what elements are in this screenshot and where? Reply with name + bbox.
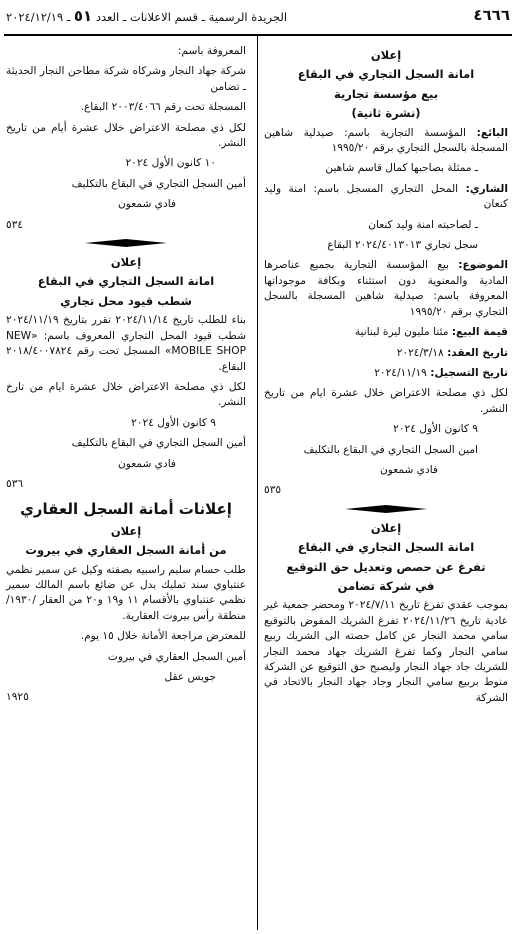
gazette-title: الجريدة الرسمية ـ قسم الاعلانات ـ العدد <box>95 10 288 24</box>
company-name: شركة جهاد النجار وشركاه شركة مطاحن النجار الحديثة ـ تضامن <box>6 65 246 93</box>
notice-number: ٥٣٦ <box>6 477 24 490</box>
notice-body: بموجب عقدي تفرغ تاريخ ٢٠٢٤/٧/١١ ومحضر جمعية غير عادية تاريخ ٢٠٢٤/١١/٢٦ تفرغ الشريك المفوض بالتوقيع سامي محمد النجار عن كامل حصته الى الشريك ربيع سامي النجار وكما تفرغ الشريك جهاد محمد النجار للشريك جاد جهاد النجار وليصبح حق التوقيع عن الشركة منوط بربيع سامي النجار وجاد جهاد النجار بالاتحاد في الشركة <box>264 599 508 704</box>
notice-date: ٩ كانون الأول ٢٠٢٤ <box>131 416 216 429</box>
subject-paragraph <box>264 258 508 320</box>
contract-text: ٢٠٢٤/٣/١٨ <box>396 346 444 359</box>
notice-body: بناء للطلب تاريخ ٢٠٢٤/١١/١٤ تقرر بتاريخ ٢٠٢٤/١١/١٩ شطب قيود المحل التجاري المعروف باسم: «NEW MOBILE SHOP» المسجل تحت رقم ٢٠١٨/٤٠٠٧٨٢٤ البقاع. <box>6 314 246 373</box>
separator-ornament <box>85 239 167 247</box>
objection-text: لكل ذي مصلحة الاعتراض خلال عشرة ايام من تاريخ النشر. <box>264 387 508 415</box>
buyer-label: الشاري: <box>465 182 508 195</box>
objection-text: لكل ذي مصلحة الاعتراض خلال عشرة أيام من تاريخ النشر. <box>6 121 246 150</box>
notice-company-type: في شركة تضامن <box>337 578 435 593</box>
buyer-rep: ـ لصاحبته امنة وليد كنعان <box>368 218 478 231</box>
notice-label: إعلان <box>110 255 142 270</box>
registration-label: تاريخ التسجيل: <box>430 366 508 379</box>
registration-text: ٢٠٢٤/١١/١٩ <box>374 366 427 379</box>
notice-label: إعلان <box>370 48 402 62</box>
notice-date: ٩ كانون الأول ٢٠٢٤ <box>393 423 478 436</box>
gazette-meta <box>6 7 287 25</box>
price-line <box>264 325 508 340</box>
notice-authority: امانة السجل التجاري في البقاع <box>297 67 475 82</box>
header-divider <box>4 34 512 36</box>
seller-rep: ـ ممثلة بصاحبها كمال قاسم شاهين <box>325 162 478 175</box>
notice-number: ٥٣٥ <box>264 484 282 497</box>
buyer-text: المحل التجاري المسجل باسم: امنة وليد كنعان <box>264 182 508 211</box>
contract-label: تاريخ العقد: <box>447 346 508 359</box>
section-title: إعلانات أمانة السجل العقاري <box>20 500 232 519</box>
notice-subject: بيع مؤسسة تجارية <box>333 86 439 101</box>
notice-body: طلب حسام سليم راسبيه بصفته وكيل عن سمير نظمي عنتباوي سند تمليك بدل عن ضائع باسم المالك سمير نظمي عنتباوي بالأقسام ١١ و١٩ و٢٠ من العقار /١٩٣٠/ منطقة رأس بيروت العقارية. <box>6 563 246 622</box>
price-label: قيمة البيع: <box>451 326 508 339</box>
contract-date-line <box>264 346 508 361</box>
price-text: مئتا مليون ليرة لبنانية <box>354 326 449 339</box>
separator-ornament <box>345 505 427 513</box>
objection-text: لكل ذي مصلحة الاعتراض خلال عشرة ايام من تارخ النشر. <box>6 380 246 409</box>
signer-name: فادي شمعون <box>117 457 176 470</box>
seller-label: البائع: <box>476 126 508 139</box>
notice-subject: تفرغ عن حصص وتعديل حق التوقيع <box>286 559 486 574</box>
notice-authority: امانة السجل التجاري في البقاع <box>37 274 215 289</box>
objection-text: للمعترض مراجعة الأمانة خلال ١٥ يوم. <box>80 630 246 643</box>
seller-text: المؤسسة التجارية باسم: صيدلية شاهين المسجلة بالسجل التجاري برقم ١٩٩٥/٢٠ <box>264 126 508 155</box>
subject-text: بيع المؤسسة التجارية بجميع عناصرها المادية والمعنوية دون استثناء وبكافة موجوداتها المعروفة باسم: صيدلية شاهين المسجلة بالسجل التجاري برقم ١٩٩٥/٢٠ <box>264 259 508 318</box>
signer-name: جويس عقل <box>164 671 216 683</box>
notice-date: ١٠ كانون الأول ٢٠٢٤ <box>125 157 216 170</box>
column-divider <box>257 36 258 930</box>
notice-authority: من أمانة السجل العقاري في بيروت <box>25 543 227 558</box>
notice-label: إعلان <box>110 523 142 538</box>
notice-subject: شطب قيود محل تجاري <box>60 293 192 308</box>
notice-number: ١٩٢٥ <box>6 691 29 704</box>
registration-text: المسجلة تحت رقم ٢٠٠٣/٤٠٦٦ البقاع. <box>80 101 246 114</box>
buyer-paragraph <box>264 182 508 213</box>
notice-number: ٥٣٤ <box>6 218 24 231</box>
known-as-label: المعروفة باسم: <box>177 45 246 57</box>
registration-date-line <box>264 366 508 381</box>
notice-edition: (نشرة ثانية) <box>351 106 421 121</box>
signer-title: أمين السجل العقاري في بيروت <box>107 650 246 663</box>
subject-label: الموضوع: <box>458 259 508 272</box>
seller-paragraph <box>264 126 508 157</box>
signer-name: فادي شمعون <box>117 198 176 211</box>
issue-date: ـ ٢٠٢٤/١٢/١٩ <box>6 10 71 24</box>
page-number: ٤٦٦٦ <box>473 6 510 24</box>
notice-label: إعلان <box>370 520 402 535</box>
left-column <box>6 44 246 712</box>
right-column <box>264 44 508 711</box>
signer-name: فادي شمعون <box>379 463 438 476</box>
signer-title: امين السجل التجاري في البقاع بالتكليف <box>303 443 478 456</box>
issue-number: ٥١ <box>73 7 93 25</box>
notice-authority: امانة السجل التجاري في البقاع <box>297 540 475 555</box>
signer-title: أمين السجل التجاري في البقاع بالتكليف <box>71 437 246 450</box>
page-header <box>4 4 512 30</box>
registry-line: سجل تجاري ٢٠٢٤/٤٠١٣٠١٣ البقاع <box>327 239 478 252</box>
signer-title: أمين السجل التجاري في البقاع بالتكليف <box>71 177 246 190</box>
